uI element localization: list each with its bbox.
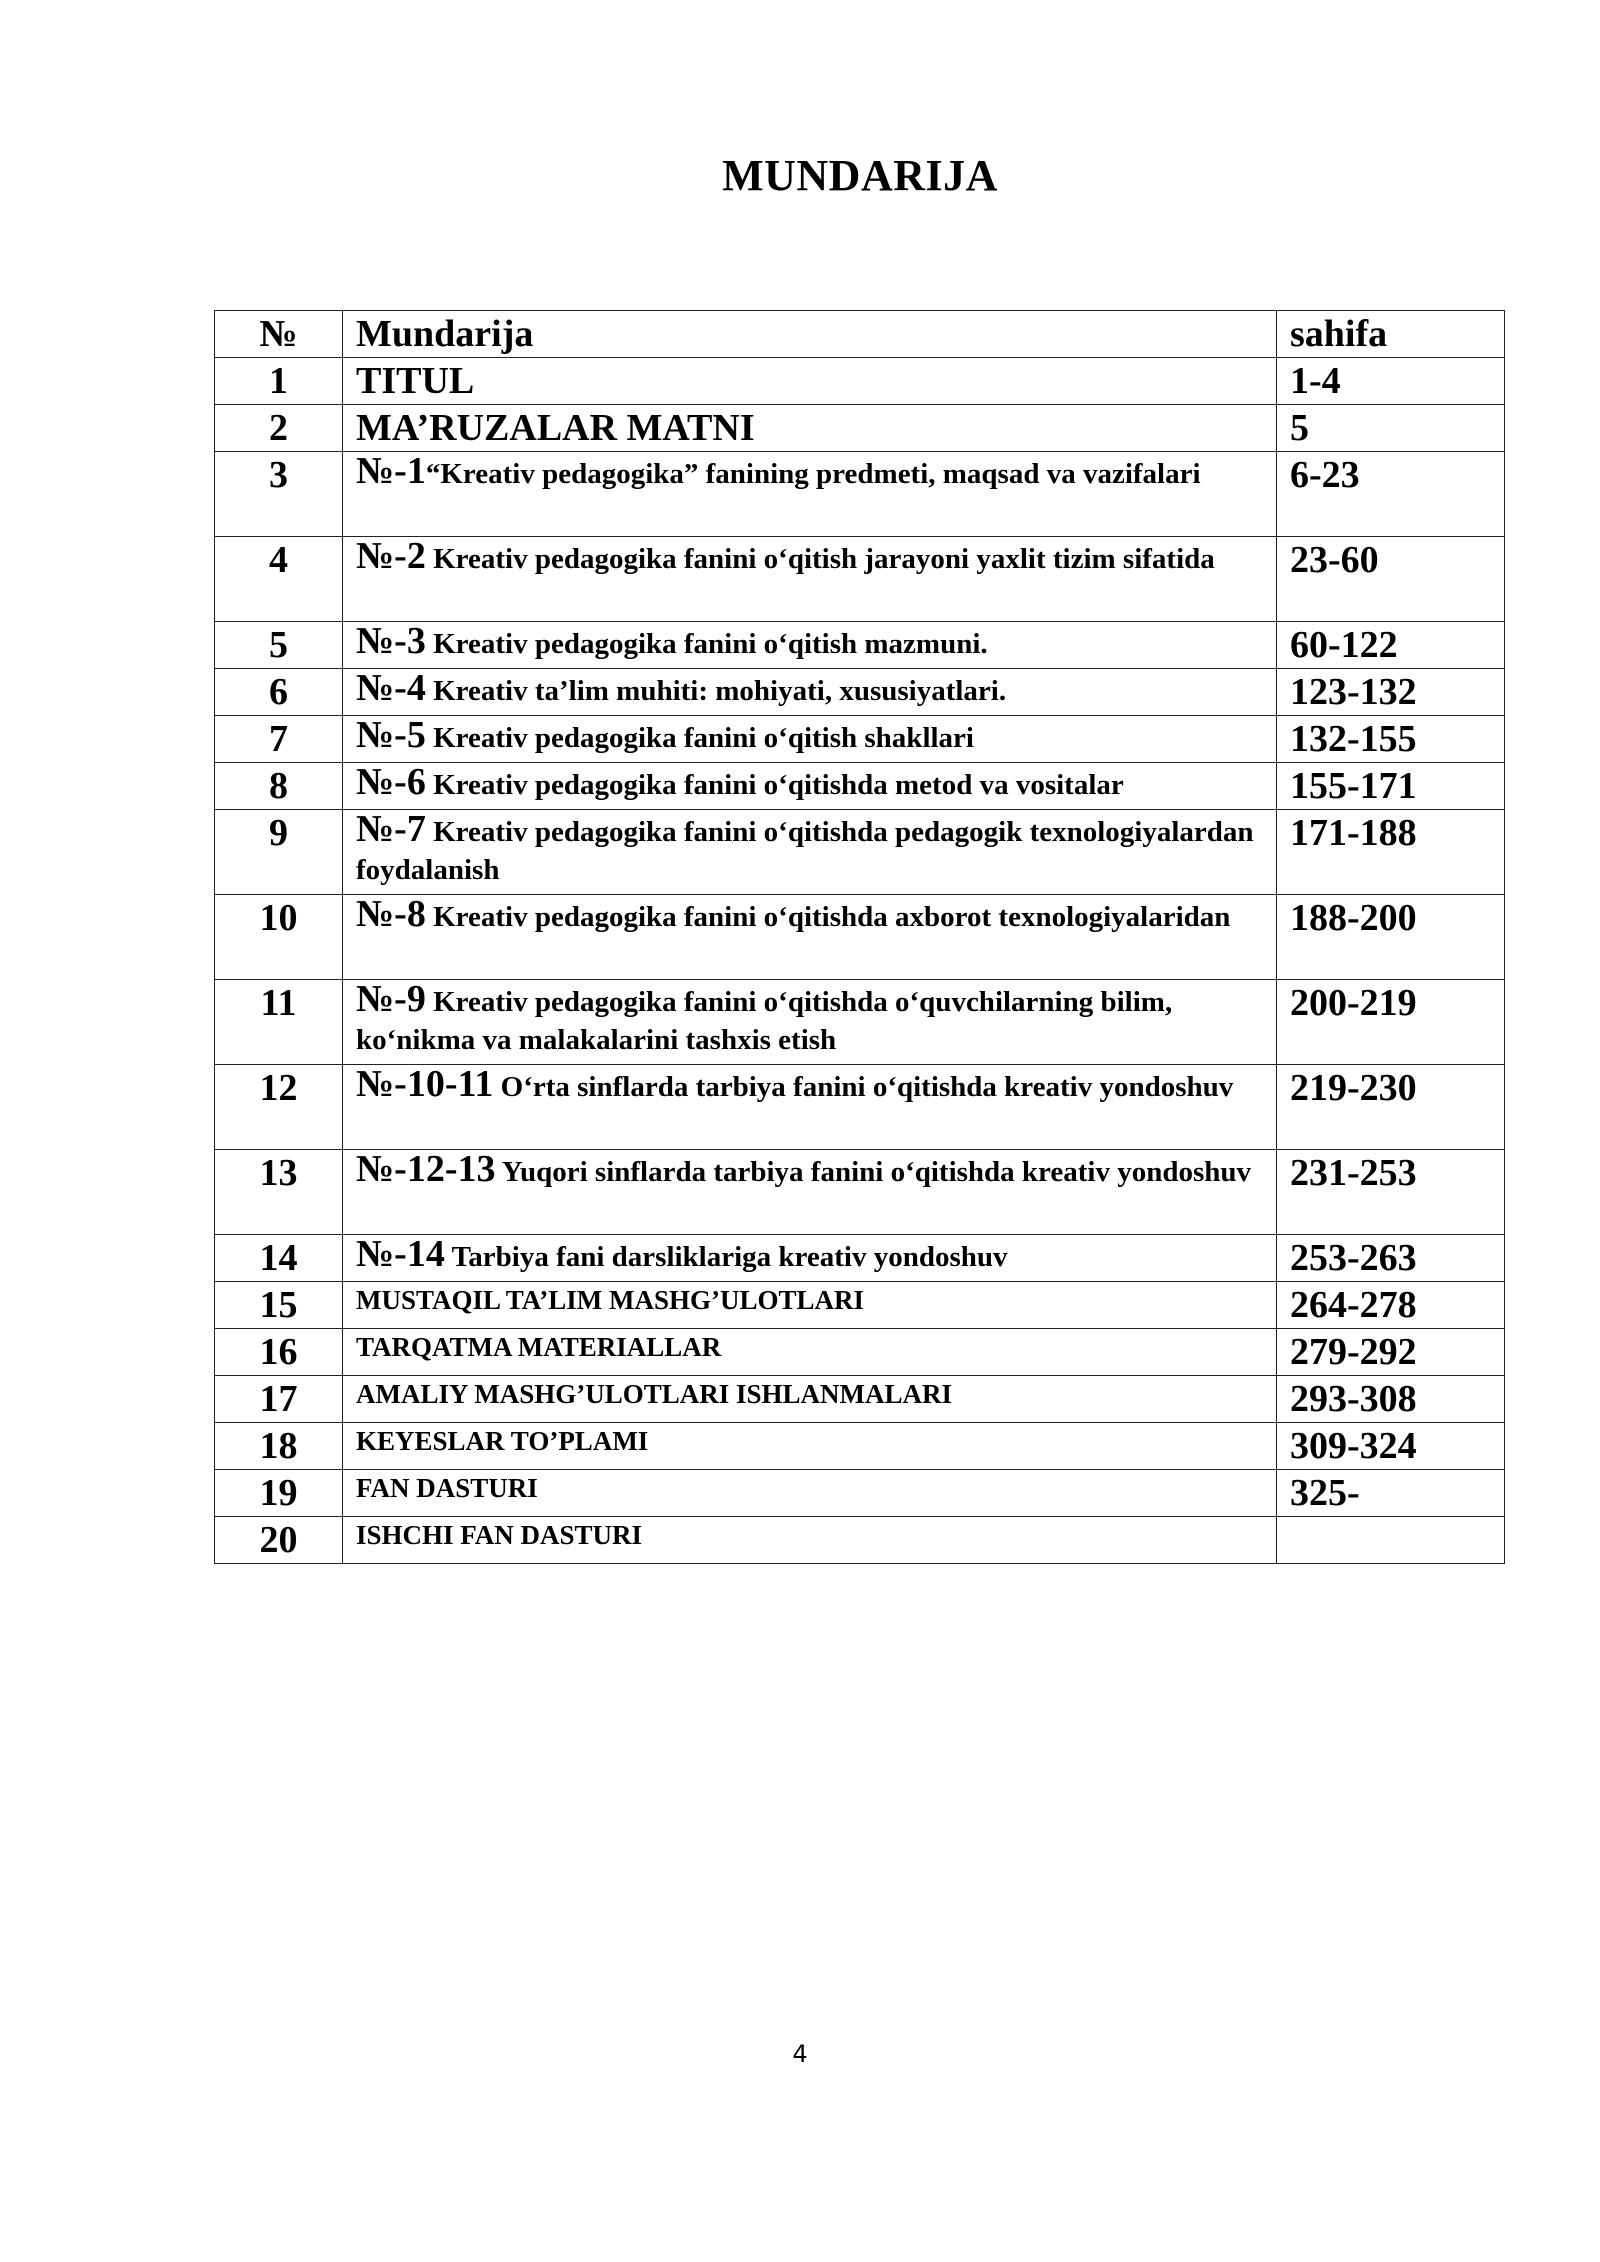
row-number: 10 — [215, 895, 343, 980]
row-number: 16 — [215, 1329, 343, 1376]
table-row — [215, 1329, 1505, 1376]
row-number: 5 — [215, 622, 343, 669]
header-number: № — [215, 311, 343, 358]
table-row — [215, 405, 1505, 452]
row-number: 7 — [215, 716, 343, 763]
table-row — [215, 358, 1505, 405]
row-pages: 264-278 — [1277, 1282, 1505, 1329]
row-number: 2 — [215, 405, 343, 452]
row-title — [343, 1235, 1277, 1282]
row-number: 20 — [215, 1517, 343, 1564]
lecture-code: №-6 — [356, 761, 426, 803]
lecture-title: Kreativ pedagogika fanini o‘qitishda metod va vositalar — [433, 769, 1124, 801]
table-row — [215, 1282, 1505, 1329]
row-pages: 325- — [1277, 1470, 1505, 1517]
row-title — [343, 895, 1277, 980]
header-pages: sahifa — [1277, 311, 1505, 358]
row-number: 6 — [215, 669, 343, 716]
lecture-code: №-4 — [356, 667, 426, 709]
page-title: MUNDARIJA — [722, 151, 998, 200]
row-pages: 23-60 — [1277, 537, 1505, 622]
header-title: Mundarija — [343, 311, 1277, 358]
row-title — [343, 980, 1277, 1065]
table-row — [215, 763, 1505, 810]
row-number: 17 — [215, 1376, 343, 1423]
lecture-title: Kreativ pedagogika fanini o‘qitishda pedagogik texnologiyalardan foydalanish — [356, 816, 1254, 886]
lecture-title: Kreativ pedagogika fanini o‘qitishda axborot texnologiyalaridan — [433, 901, 1231, 933]
lecture-title: Kreativ pedagogika fanini o‘qitish jarayoni yaxlit tizim sifatida — [433, 543, 1215, 575]
row-pages: 1-4 — [1277, 358, 1505, 405]
lecture-code: №-9 — [356, 978, 426, 1020]
row-pages: 123-132 — [1277, 669, 1505, 716]
table-header-row — [215, 311, 1505, 358]
row-number: 11 — [215, 980, 343, 1065]
row-pages — [1277, 1517, 1505, 1564]
row-title: MUSTAQIL TA’LIM MASHG’ULOTLARI — [343, 1282, 1277, 1329]
row-title: TARQATMA MATERIALLAR — [343, 1329, 1277, 1376]
page-number: 4 — [792, 2040, 808, 2068]
row-title — [343, 716, 1277, 763]
row-pages: 293-308 — [1277, 1376, 1505, 1423]
row-pages: 231-253 — [1277, 1150, 1505, 1235]
row-title — [343, 1150, 1277, 1235]
lecture-code: №-7 — [356, 808, 426, 850]
lecture-code: №-2 — [356, 535, 426, 577]
row-pages: 253-263 — [1277, 1235, 1505, 1282]
lecture-code: №-1 — [356, 450, 426, 492]
row-pages: 200-219 — [1277, 980, 1505, 1065]
row-number: 18 — [215, 1423, 343, 1470]
table-of-contents — [214, 310, 1505, 1564]
lecture-title: Yuqori sinflarda tarbiya fanini o‘qitishda kreativ yondoshuv — [501, 1156, 1252, 1188]
table-row — [215, 1517, 1505, 1564]
row-title — [343, 810, 1277, 895]
table-row — [215, 810, 1505, 895]
lecture-title: O‘rta sinflarda tarbiya fanini o‘qitishda kreativ yondoshuv — [500, 1071, 1234, 1103]
row-number: 15 — [215, 1282, 343, 1329]
row-number: 3 — [215, 452, 343, 537]
lecture-code: №-12-13 — [356, 1148, 496, 1190]
row-title — [343, 1065, 1277, 1150]
lecture-code: №-8 — [356, 893, 426, 935]
table-row — [215, 716, 1505, 763]
lecture-code: №-14 — [356, 1233, 445, 1275]
table-row — [215, 1376, 1505, 1423]
row-title — [343, 669, 1277, 716]
row-number: 13 — [215, 1150, 343, 1235]
table-row — [215, 980, 1505, 1065]
row-pages: 5 — [1277, 405, 1505, 452]
table-row — [215, 1235, 1505, 1282]
row-number: 9 — [215, 810, 343, 895]
lecture-code: №-10-11 — [356, 1063, 494, 1105]
row-title — [343, 763, 1277, 810]
row-number: 4 — [215, 537, 343, 622]
row-title: MA’RUZALAR MATNI — [343, 405, 1277, 452]
table-row — [215, 1150, 1505, 1235]
row-title: FAN DASTURI — [343, 1470, 1277, 1517]
lecture-title: Kreativ pedagogika fanini o‘qitishda o‘quvchilarning bilim, ko‘nikma va malakalarini tashxis etish — [356, 986, 1173, 1056]
table-row — [215, 1470, 1505, 1517]
row-pages: 60-122 — [1277, 622, 1505, 669]
lecture-title: Tarbiya fani darsliklariga kreativ yondoshuv — [451, 1241, 1008, 1273]
row-title — [343, 452, 1277, 537]
row-pages: 6-23 — [1277, 452, 1505, 537]
table-row — [215, 537, 1505, 622]
row-title: TITUL — [343, 358, 1277, 405]
table-row — [215, 452, 1505, 537]
table-row — [215, 1065, 1505, 1150]
row-number: 1 — [215, 358, 343, 405]
row-pages: 219-230 — [1277, 1065, 1505, 1150]
row-title — [343, 537, 1277, 622]
row-pages: 279-292 — [1277, 1329, 1505, 1376]
table-row — [215, 669, 1505, 716]
lecture-title: “Kreativ pedagogika” fanining predmeti, maqsad va vazifalari — [425, 458, 1201, 490]
row-pages: 188-200 — [1277, 895, 1505, 980]
row-number: 19 — [215, 1470, 343, 1517]
row-pages: 171-188 — [1277, 810, 1505, 895]
row-title: KEYESLAR TO’PLAMI — [343, 1423, 1277, 1470]
row-title — [343, 622, 1277, 669]
row-pages: 132-155 — [1277, 716, 1505, 763]
table-row — [215, 1423, 1505, 1470]
row-number: 8 — [215, 763, 343, 810]
row-pages: 155-171 — [1277, 763, 1505, 810]
row-title: AMALIY MASHG’ULOTLARI ISHLANMALARI — [343, 1376, 1277, 1423]
table-row — [215, 622, 1505, 669]
row-number: 14 — [215, 1235, 343, 1282]
lecture-title: Kreativ ta’lim muhiti: mohiyati, xususiyatlari. — [433, 675, 1007, 707]
lecture-title: Kreativ pedagogika fanini o‘qitish shakllari — [433, 722, 974, 754]
row-title: ISHCHI FAN DASTURI — [343, 1517, 1277, 1564]
table-row — [215, 895, 1505, 980]
row-number: 12 — [215, 1065, 343, 1150]
lecture-code: №-5 — [356, 714, 426, 756]
lecture-code: №-3 — [356, 620, 426, 662]
lecture-title: Kreativ pedagogika fanini o‘qitish mazmuni. — [433, 628, 988, 660]
row-pages: 309-324 — [1277, 1423, 1505, 1470]
